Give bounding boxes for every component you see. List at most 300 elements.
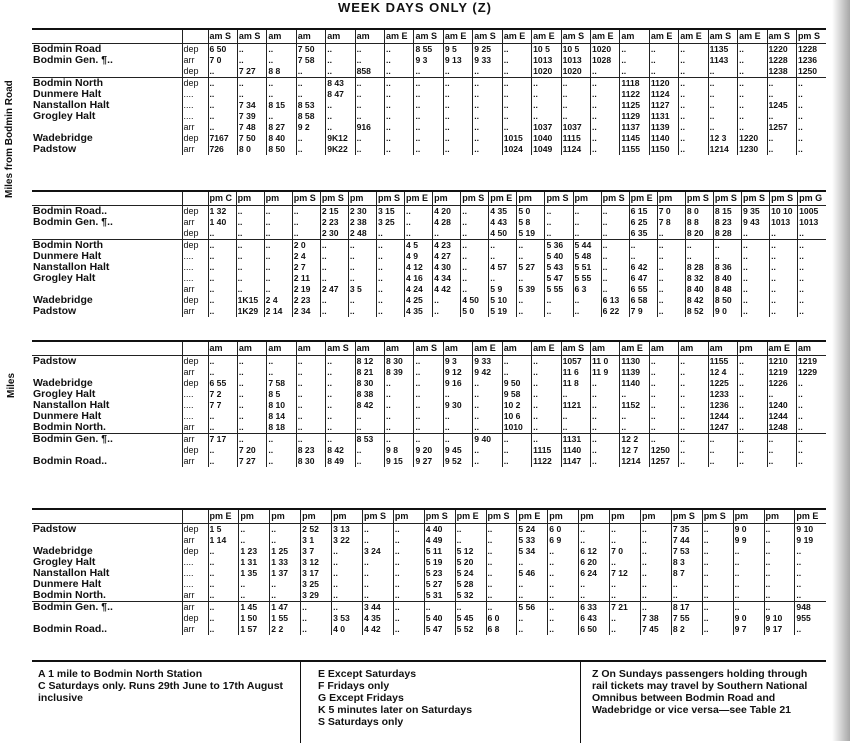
time-cell: 2 48 <box>348 228 376 240</box>
time-cell: .. <box>649 66 678 78</box>
time-cell: .. <box>267 111 296 122</box>
time-cell: .. <box>767 89 796 100</box>
time-cell: 5 45 <box>455 613 486 624</box>
time-cell: 4 35 <box>489 206 517 218</box>
time-cell: 7 7 <box>208 400 237 411</box>
time-cell: .. <box>236 284 264 295</box>
time-cell: .. <box>770 295 798 306</box>
time-cell: .. <box>796 100 826 111</box>
time-cell: .. <box>237 367 266 378</box>
time-cell: 1226 <box>767 378 796 389</box>
header-cell: pm S <box>486 510 517 524</box>
time-cell: .. <box>208 411 237 422</box>
header-cell: pm E <box>455 510 486 524</box>
arr-dep-label: .... <box>182 273 208 284</box>
time-cell: .. <box>237 389 266 400</box>
time-cell: 2 52 <box>301 524 332 536</box>
table-row <box>32 356 826 368</box>
header-cell: am <box>267 342 296 356</box>
time-cell: .. <box>561 422 590 434</box>
table-row <box>32 133 826 144</box>
time-cell: 7 27 <box>237 66 266 78</box>
header-cell: am <box>649 342 678 356</box>
time-cell: .. <box>208 78 237 90</box>
time-cell: 4 30 <box>433 262 461 273</box>
time-cell: 8 8 <box>685 217 713 228</box>
time-cell: 7 38 <box>640 613 671 624</box>
time-cell: .. <box>296 367 325 378</box>
time-cell: .. <box>239 590 270 602</box>
time-cell: .. <box>798 228 826 240</box>
timetable-section-4 <box>32 508 826 635</box>
time-cell: .. <box>486 546 517 557</box>
time-cell: 5 12 <box>455 546 486 557</box>
time-cell: .. <box>517 251 545 262</box>
time-cell: 1118 <box>620 78 649 90</box>
time-cell: .. <box>573 228 601 240</box>
time-cell: 1020 <box>590 44 619 56</box>
time-cell: .. <box>545 295 573 306</box>
time-cell: .. <box>798 240 826 252</box>
time-cell: 4 5 <box>405 240 433 252</box>
time-cell: .. <box>767 445 796 456</box>
time-cell: .. <box>764 557 795 568</box>
station-name <box>32 66 182 78</box>
arr-dep-label: arr <box>182 535 208 546</box>
time-cell: .. <box>532 389 561 400</box>
time-cell: 9 52 <box>443 456 472 467</box>
time-cell: .. <box>239 579 270 590</box>
time-cell: .. <box>796 378 826 389</box>
footnote-s: S Saturdays only <box>318 716 404 728</box>
time-cell: 1013 <box>561 55 590 66</box>
timetable-grid <box>32 510 826 635</box>
time-cell: 9 3 <box>414 55 443 66</box>
time-cell: .. <box>355 422 384 434</box>
time-cell: .. <box>798 284 826 295</box>
time-cell: 8 42 <box>355 400 384 411</box>
time-cell: .. <box>679 144 708 155</box>
time-cell: 1155 <box>620 144 649 155</box>
time-cell: .. <box>473 378 502 389</box>
time-cell: .. <box>461 228 489 240</box>
time-cell: .. <box>455 524 486 536</box>
time-cell: .. <box>679 445 708 456</box>
station-name: Grogley Halt <box>33 111 96 122</box>
time-cell: 1 40 <box>208 217 236 228</box>
header-cell: pm S <box>320 192 348 206</box>
time-cell: 1 14 <box>208 535 239 546</box>
time-cell: .. <box>796 389 826 400</box>
time-cell: .. <box>473 445 502 456</box>
time-cell: 6 50 <box>208 44 237 56</box>
time-cell: 1121 <box>561 400 590 411</box>
time-cell: 1 35 <box>239 568 270 579</box>
time-cell: 3 1 <box>301 535 332 546</box>
time-cell: .. <box>362 535 393 546</box>
time-cell: .. <box>590 445 619 456</box>
time-cell: .. <box>798 251 826 262</box>
time-cell: 1257 <box>767 122 796 133</box>
time-cell: 1K15 <box>236 295 264 306</box>
header-cell: am <box>296 30 325 44</box>
time-cell: .. <box>486 579 517 590</box>
time-cell: .. <box>405 206 433 218</box>
time-cell: 8 28 <box>685 262 713 273</box>
time-cell: 8 2 <box>671 624 702 635</box>
table-row <box>32 624 826 635</box>
time-cell: 1037 <box>532 122 561 133</box>
time-cell: 6 25 <box>629 217 657 228</box>
time-cell: .. <box>702 524 733 536</box>
time-cell: 1145 <box>620 133 649 144</box>
time-cell: 1248 <box>767 422 796 434</box>
time-cell: .. <box>239 535 270 546</box>
header-cell: am S <box>237 30 266 44</box>
header-cell: am E <box>443 30 472 44</box>
time-cell: .. <box>405 228 433 240</box>
time-cell: .. <box>620 55 649 66</box>
time-cell: .. <box>326 434 355 446</box>
time-cell: .. <box>296 422 325 434</box>
header-cell: am <box>502 342 531 356</box>
time-cell: 1220 <box>738 133 767 144</box>
time-cell: 6 9 <box>548 535 579 546</box>
station-name <box>32 122 182 133</box>
header-cell: pm <box>332 510 363 524</box>
time-cell: .. <box>264 240 292 252</box>
time-cell: .. <box>443 78 472 90</box>
time-cell: 1210 <box>767 356 796 368</box>
time-cell: .. <box>301 613 332 624</box>
time-cell: .. <box>741 240 769 252</box>
station-name: Padstow <box>33 523 77 535</box>
time-cell: 8 49 <box>326 456 355 467</box>
time-cell: 1 32 <box>208 206 236 218</box>
table-row <box>32 89 826 100</box>
time-cell: .. <box>629 251 657 262</box>
time-cell: 5 52 <box>455 624 486 635</box>
time-cell: .. <box>443 111 472 122</box>
time-cell: .. <box>738 434 767 446</box>
time-cell: .. <box>326 378 355 389</box>
time-cell: 2 2 <box>270 624 301 635</box>
station-name: Bodmin North <box>32 240 182 252</box>
header-cell: pm S <box>424 510 455 524</box>
time-cell: 6 0 <box>548 524 579 536</box>
time-cell: .. <box>795 579 826 590</box>
time-cell: .. <box>502 55 531 66</box>
time-cell: 9 16 <box>443 378 472 389</box>
time-cell: 1250 <box>796 66 826 78</box>
time-cell: 9 9 <box>733 535 764 546</box>
time-cell: 1013 <box>770 217 798 228</box>
arr-dep-label: arr <box>182 434 208 446</box>
time-cell: 1236 <box>796 55 826 66</box>
time-cell: 8 8 <box>267 66 296 78</box>
time-cell: .. <box>610 579 641 590</box>
station-name: Grogley Halt <box>33 273 96 284</box>
table-row <box>32 524 826 536</box>
time-cell: .. <box>267 356 296 368</box>
arr-dep-label: dep <box>182 445 208 456</box>
time-cell: .. <box>738 100 767 111</box>
time-cell: 9K22 <box>326 144 355 155</box>
time-cell: 5 55 <box>573 273 601 284</box>
footnotes <box>32 660 826 743</box>
time-cell: .. <box>590 434 619 446</box>
header-cell: am S <box>414 342 443 356</box>
time-cell: 3 13 <box>332 524 363 536</box>
time-cell: 9 33 <box>473 356 502 368</box>
time-cell: .. <box>267 367 296 378</box>
time-cell: 9 0 <box>713 306 741 317</box>
time-cell: .. <box>208 228 236 240</box>
time-cell: .. <box>264 273 292 284</box>
time-cell: .. <box>433 228 461 240</box>
time-cell: .. <box>733 568 764 579</box>
time-cell: .. <box>355 133 384 144</box>
time-cell: 8 10 <box>267 400 296 411</box>
time-cell: 1225 <box>708 378 737 389</box>
header-cell: am <box>708 342 737 356</box>
header-cell: pm <box>657 192 685 206</box>
time-cell: .. <box>713 251 741 262</box>
time-cell: .. <box>770 228 798 240</box>
time-cell: .. <box>796 456 826 467</box>
time-cell: 1 25 <box>270 546 301 557</box>
station-name: Padstow <box>33 144 77 155</box>
time-cell: 1150 <box>649 144 678 155</box>
time-cell: .. <box>764 546 795 557</box>
time-cell: 7 39 <box>237 111 266 122</box>
time-cell: 6 3 <box>573 284 601 295</box>
table-row <box>32 378 826 389</box>
time-cell: .. <box>657 284 685 295</box>
time-cell: 9 10 <box>764 613 795 624</box>
time-cell: 8 42 <box>326 445 355 456</box>
arr-dep-label: dep <box>182 133 208 144</box>
arr-dep-label: arr <box>182 122 208 133</box>
time-cell: 7 35 <box>671 524 702 536</box>
time-cell: .. <box>679 133 708 144</box>
time-cell: 2 15 <box>320 206 348 218</box>
time-cell: .. <box>376 306 404 317</box>
time-cell: .. <box>267 55 296 66</box>
time-cell: .. <box>502 434 531 446</box>
station-name: Wadebridge <box>33 133 93 144</box>
header-cell: pm G <box>798 192 826 206</box>
time-cell: 3 29 <box>301 590 332 602</box>
time-cell: .. <box>393 602 424 614</box>
time-cell: 1214 <box>620 456 649 467</box>
time-cell: 9 42 <box>473 367 502 378</box>
header-cell: am <box>355 342 384 356</box>
time-cell: .. <box>236 273 264 284</box>
header-cell: pm <box>610 510 641 524</box>
arr-dep-label: arr <box>182 624 208 635</box>
time-cell: .. <box>376 228 404 240</box>
time-cell: 4 20 <box>433 206 461 218</box>
time-cell: 5 9 <box>489 284 517 295</box>
time-cell: .. <box>770 251 798 262</box>
time-cell: .. <box>473 100 502 111</box>
time-cell: .. <box>738 400 767 411</box>
time-cell: 1 37 <box>270 568 301 579</box>
time-cell: .. <box>738 411 767 422</box>
time-cell: 6 20 <box>579 557 610 568</box>
time-cell: .. <box>326 122 355 133</box>
time-cell: .. <box>767 144 796 155</box>
time-cell: .. <box>590 144 619 155</box>
time-cell: .. <box>376 251 404 262</box>
time-cell: 3 25 <box>301 579 332 590</box>
time-cell: .. <box>620 66 649 78</box>
time-cell: .. <box>267 89 296 100</box>
header-cell: pm C <box>208 192 236 206</box>
time-cell: 1140 <box>649 133 678 144</box>
time-cell: 6 0 <box>486 613 517 624</box>
time-cell: 4 40 <box>424 524 455 536</box>
time-cell: 1120 <box>649 78 678 90</box>
time-cell: 5 46 <box>517 568 548 579</box>
time-cell: 3 24 <box>362 546 393 557</box>
time-cell: 5 56 <box>517 602 548 614</box>
time-cell: .. <box>332 557 363 568</box>
time-cell: .. <box>657 306 685 317</box>
time-cell: .. <box>738 356 767 368</box>
header-row <box>32 30 826 44</box>
time-cell: .. <box>461 251 489 262</box>
time-cell: 5 0 <box>461 306 489 317</box>
time-cell: 8 15 <box>713 206 741 218</box>
time-cell: .. <box>393 624 424 635</box>
time-cell: 11 9 <box>590 367 619 378</box>
header-cell <box>182 192 208 206</box>
time-cell: 5 44 <box>573 240 601 252</box>
station-name: Dunmere Halt <box>33 411 102 422</box>
header-cell: am E <box>738 30 767 44</box>
time-cell: .. <box>573 295 601 306</box>
time-cell: 1K29 <box>236 306 264 317</box>
header-cell: pm <box>579 510 610 524</box>
time-cell: 8 3 <box>671 557 702 568</box>
table-row <box>32 206 826 218</box>
time-cell: .. <box>237 411 266 422</box>
arr-dep-label: .... <box>182 100 208 111</box>
time-cell: .. <box>208 295 236 306</box>
time-cell: .. <box>376 262 404 273</box>
time-cell: 8 15 <box>267 100 296 111</box>
time-cell: .. <box>640 568 671 579</box>
time-cell: 1124 <box>649 89 678 100</box>
time-cell: .. <box>702 568 733 579</box>
arr-dep-label: dep <box>182 44 208 56</box>
arr-dep-label: .... <box>182 262 208 273</box>
time-cell: .. <box>649 44 678 56</box>
time-cell: .. <box>649 378 678 389</box>
header-cell: am S <box>767 30 796 44</box>
footnote-c: C Saturdays only. Runs 29th June to 17th August inclusive <box>38 680 284 704</box>
time-cell: .. <box>502 111 531 122</box>
time-cell: .. <box>385 133 414 144</box>
time-cell: .. <box>620 389 649 400</box>
time-cell: .. <box>770 306 798 317</box>
time-cell: .. <box>385 389 414 400</box>
time-cell: .. <box>741 251 769 262</box>
time-cell: 5 19 <box>424 557 455 568</box>
time-cell: 6 13 <box>601 295 629 306</box>
time-cell: 5 24 <box>455 568 486 579</box>
time-cell: .. <box>741 273 769 284</box>
time-cell: 3 53 <box>332 613 363 624</box>
time-cell: .. <box>764 579 795 590</box>
table-row <box>32 144 826 155</box>
time-cell: .. <box>548 546 579 557</box>
arr-dep-label: .... <box>182 568 208 579</box>
time-cell: .. <box>267 445 296 456</box>
time-cell: .. <box>579 579 610 590</box>
time-cell: .. <box>657 240 685 252</box>
station-name: Bodmin North <box>32 78 182 90</box>
time-cell: 2 34 <box>292 306 320 317</box>
time-cell: .. <box>385 378 414 389</box>
time-cell: .. <box>385 44 414 56</box>
header-cell: pm S <box>461 192 489 206</box>
time-cell: 6 47 <box>629 273 657 284</box>
footnote-divider <box>300 662 301 743</box>
time-cell: 5 28 <box>455 579 486 590</box>
header-cell: am <box>796 342 826 356</box>
time-cell: .. <box>376 284 404 295</box>
time-cell: 2 0 <box>292 240 320 252</box>
time-cell: .. <box>385 422 414 434</box>
time-cell: 4 43 <box>489 217 517 228</box>
time-cell: 2 4 <box>264 295 292 306</box>
time-cell: .. <box>733 557 764 568</box>
time-cell: 5 40 <box>424 613 455 624</box>
time-cell: 9 17 <box>764 624 795 635</box>
time-cell: .. <box>796 122 826 133</box>
time-cell: .. <box>610 535 641 546</box>
header-cell: pm E <box>629 192 657 206</box>
time-cell: 9 25 <box>473 44 502 56</box>
time-cell: 5 48 <box>573 251 601 262</box>
time-cell: .. <box>738 367 767 378</box>
time-cell: 3 44 <box>362 602 393 614</box>
footnote-divider <box>580 662 581 743</box>
station-name: Bodmin Gen. ¶.. <box>33 55 113 66</box>
time-cell: .. <box>764 524 795 536</box>
time-cell: .. <box>393 590 424 602</box>
time-cell: .. <box>443 66 472 78</box>
time-cell: .. <box>590 422 619 434</box>
time-cell: 1139 <box>620 367 649 378</box>
time-cell: .. <box>414 422 443 434</box>
time-cell: 12 2 <box>620 434 649 446</box>
time-cell: .. <box>679 367 708 378</box>
time-cell: 6 43 <box>579 613 610 624</box>
table-row <box>32 400 826 411</box>
time-cell: .. <box>473 111 502 122</box>
time-cell: .. <box>414 434 443 446</box>
time-cell: 5 8 <box>517 217 545 228</box>
time-cell: .. <box>679 100 708 111</box>
time-cell: .. <box>545 306 573 317</box>
header-cell: pm S <box>376 192 404 206</box>
time-cell: .. <box>708 122 737 133</box>
time-cell: .. <box>355 111 384 122</box>
